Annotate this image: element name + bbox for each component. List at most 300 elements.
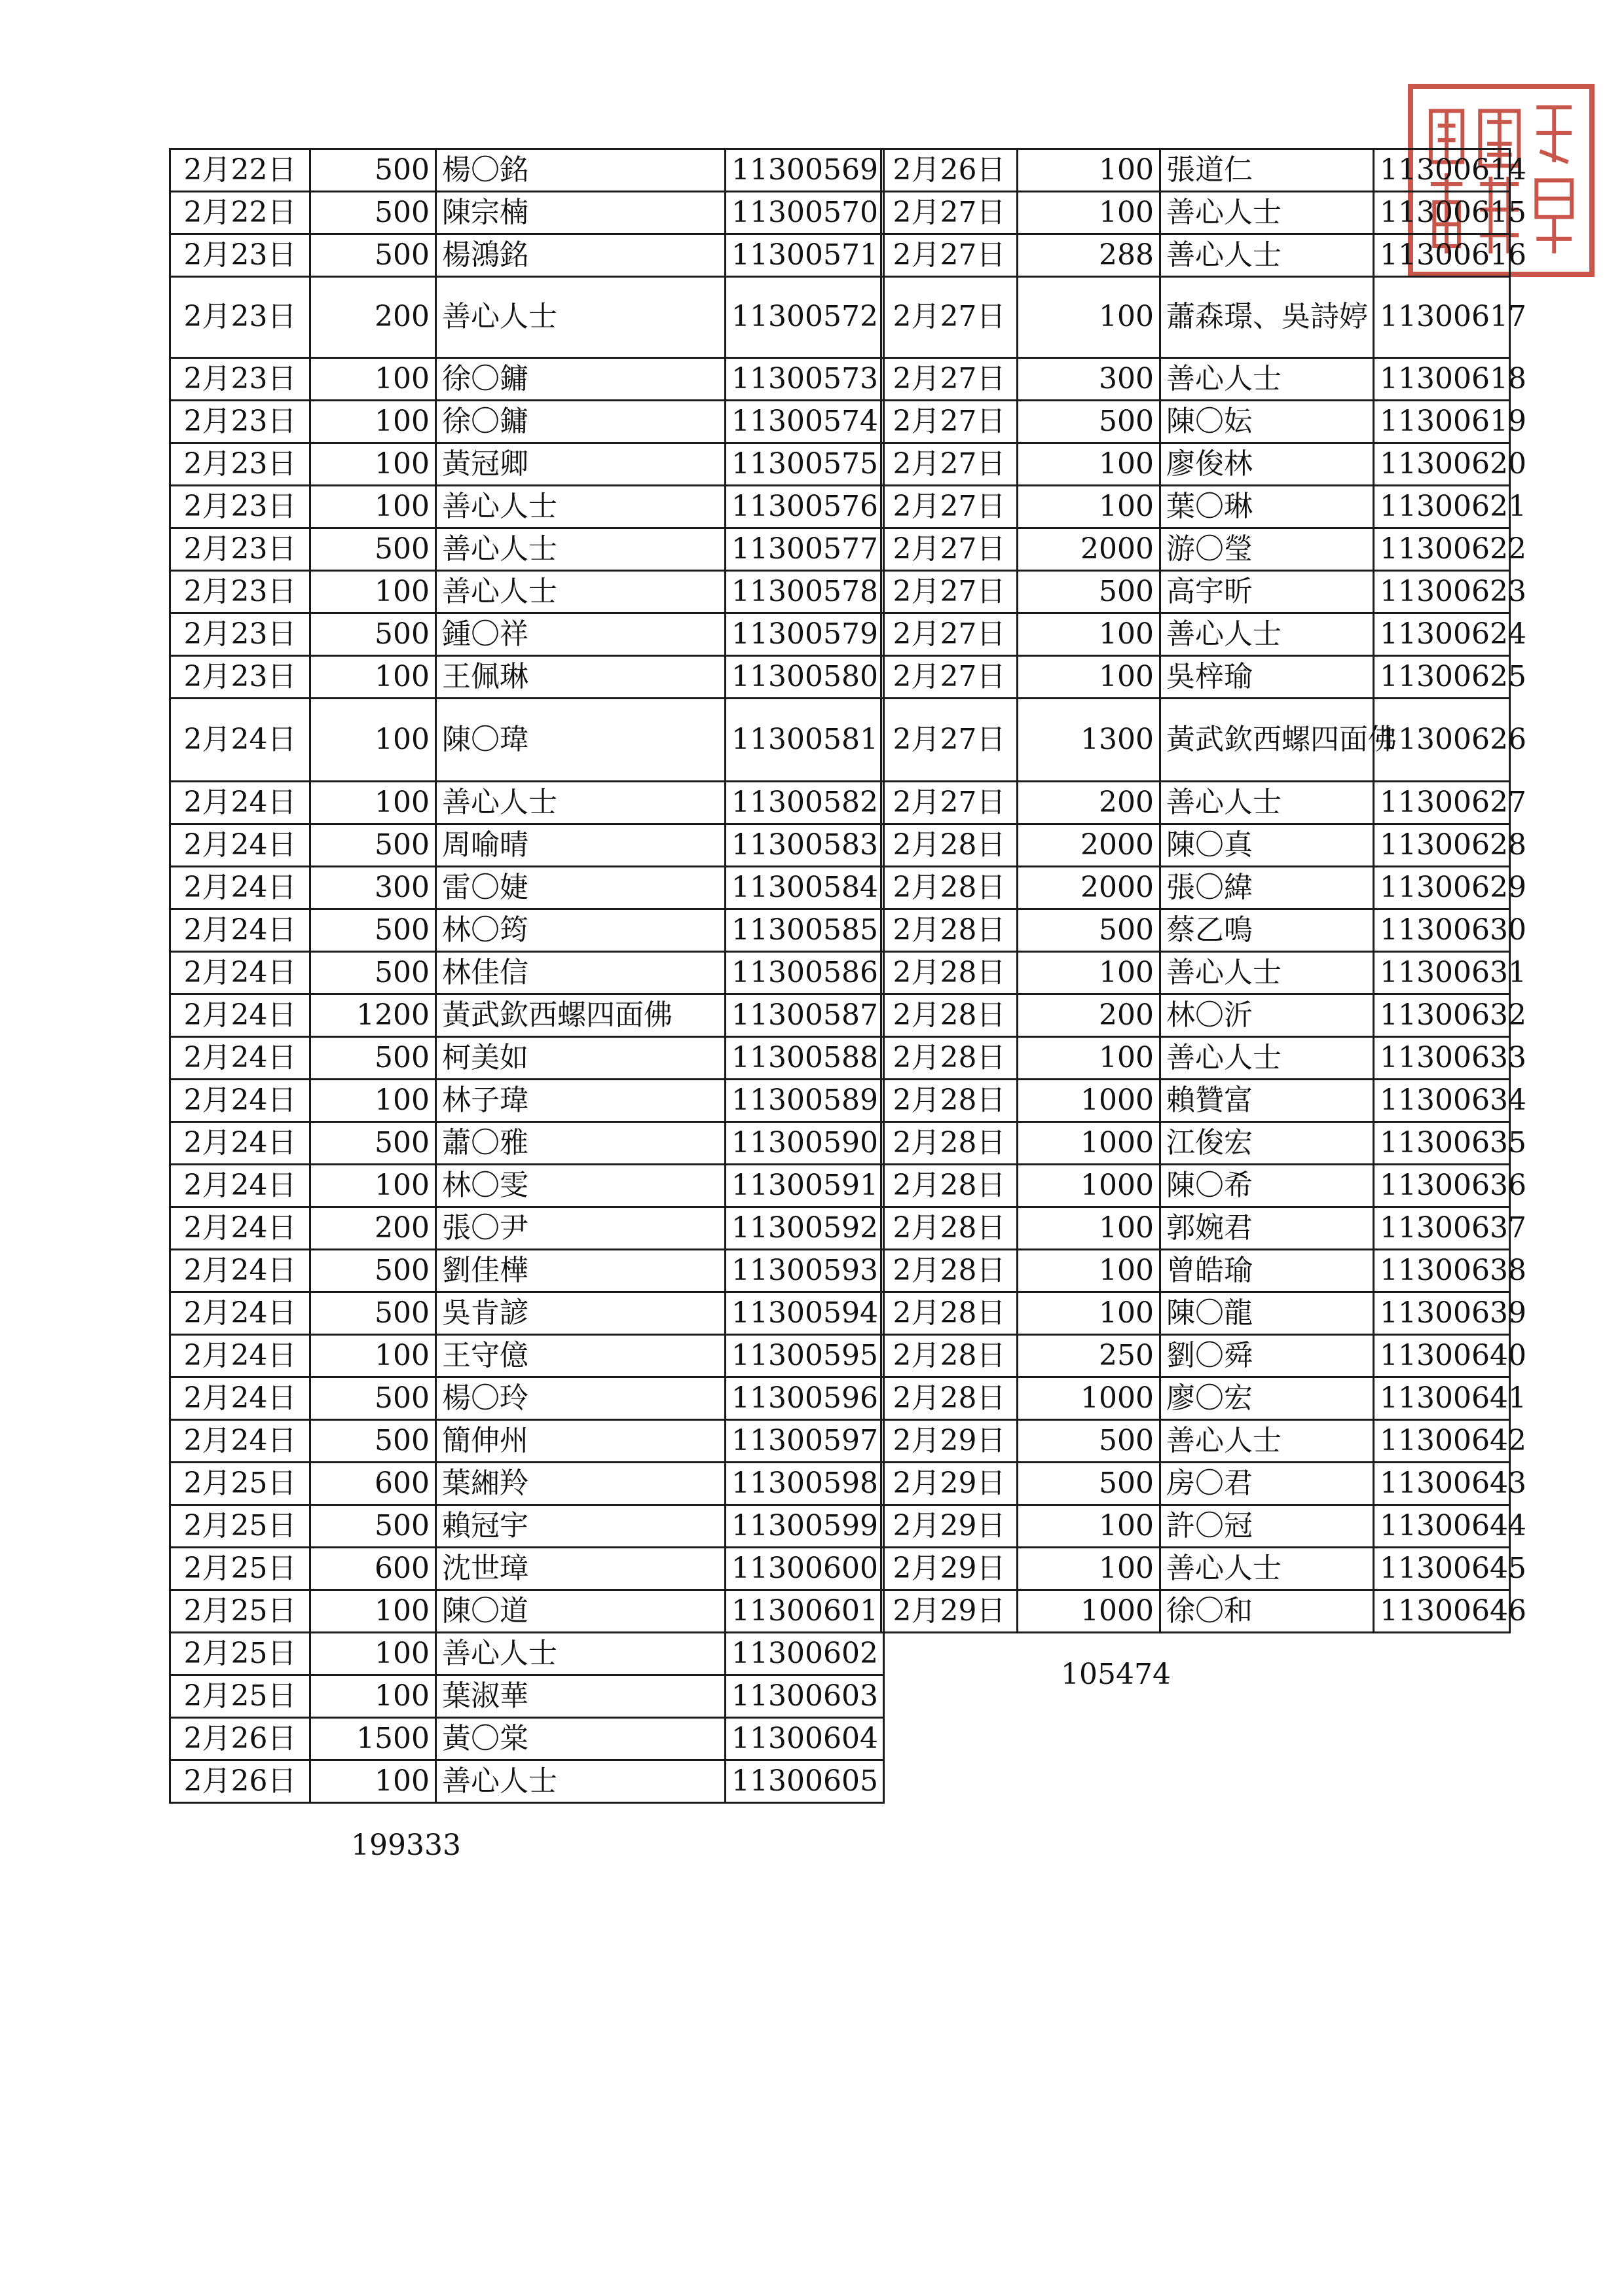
receipt-number: 11300641 — [1374, 1377, 1510, 1420]
table-row — [881, 528, 1510, 571]
donor-name: 林佳信 — [436, 952, 726, 994]
donation-date: 2月24日 — [170, 1037, 310, 1080]
left-donation-table — [169, 148, 885, 1804]
donor-name: 楊〇玲 — [436, 1377, 726, 1420]
donor-name: 徐〇和 — [1160, 1590, 1374, 1633]
table-row — [881, 782, 1510, 824]
donation-amount: 100 — [1018, 656, 1160, 699]
receipt-number: 11300604 — [726, 1718, 884, 1760]
donor-name: 江俊宏 — [1160, 1122, 1374, 1165]
table-row — [170, 699, 884, 782]
table-row — [170, 149, 884, 192]
table-row — [881, 952, 1510, 994]
donation-amount: 200 — [310, 1207, 436, 1250]
donation-amount: 100 — [310, 1165, 436, 1207]
donor-name: 善心人士 — [436, 277, 726, 358]
donation-date: 2月24日 — [170, 1165, 310, 1207]
donor-name: 柯美如 — [436, 1037, 726, 1080]
receipt-number: 11300574 — [726, 401, 884, 443]
donation-date: 2月27日 — [881, 401, 1018, 443]
receipt-number: 11300614 — [1374, 149, 1510, 192]
donation-amount: 300 — [310, 867, 436, 909]
donation-date: 2月25日 — [170, 1505, 310, 1548]
receipt-number: 11300620 — [1374, 443, 1510, 486]
donation-amount: 100 — [310, 486, 436, 528]
donor-name: 陳〇道 — [436, 1590, 726, 1633]
donation-amount: 100 — [310, 699, 436, 782]
donation-date: 2月23日 — [170, 613, 310, 656]
receipt-number: 11300638 — [1374, 1250, 1510, 1292]
receipt-number: 11300640 — [1374, 1335, 1510, 1377]
receipt-number: 11300593 — [726, 1250, 884, 1292]
donation-amount: 100 — [1018, 486, 1160, 528]
table-row — [170, 1760, 884, 1803]
receipt-number: 11300618 — [1374, 358, 1510, 401]
donation-date: 2月27日 — [881, 528, 1018, 571]
receipt-number: 11300643 — [1374, 1463, 1510, 1505]
donor-name: 楊鴻銘 — [436, 234, 726, 277]
donor-name: 善心人士 — [436, 486, 726, 528]
table-row — [881, 994, 1510, 1037]
donation-amount: 100 — [1018, 149, 1160, 192]
donation-date: 2月27日 — [881, 613, 1018, 656]
donor-name: 陳宗楠 — [436, 192, 726, 234]
donation-date: 2月24日 — [170, 1122, 310, 1165]
table-row — [170, 909, 884, 952]
donation-date: 2月25日 — [170, 1463, 310, 1505]
donor-name: 王佩琳 — [436, 656, 726, 699]
donation-date: 2月23日 — [170, 656, 310, 699]
receipt-number: 11300596 — [726, 1377, 884, 1420]
donation-amount: 500 — [1018, 1463, 1160, 1505]
receipt-number: 11300590 — [726, 1122, 884, 1165]
receipt-number: 11300639 — [1374, 1292, 1510, 1335]
donor-name: 蕭〇雅 — [436, 1122, 726, 1165]
donor-name: 善心人士 — [436, 782, 726, 824]
donor-name: 善心人士 — [1160, 192, 1374, 234]
table-row — [881, 1037, 1510, 1080]
table-row — [170, 401, 884, 443]
donor-name: 陳〇希 — [1160, 1165, 1374, 1207]
table-row — [881, 486, 1510, 528]
table-row — [881, 401, 1510, 443]
donation-amount: 2000 — [1018, 528, 1160, 571]
donation-amount: 100 — [310, 1633, 436, 1675]
donation-amount: 100 — [310, 1335, 436, 1377]
donation-amount: 2000 — [1018, 867, 1160, 909]
donor-name: 善心人士 — [1160, 1037, 1374, 1080]
donor-name: 葉淑華 — [436, 1675, 726, 1718]
donation-amount: 1500 — [310, 1718, 436, 1760]
receipt-number: 11300572 — [726, 277, 884, 358]
donation-date: 2月24日 — [170, 994, 310, 1037]
donor-name: 劉〇舜 — [1160, 1335, 1374, 1377]
receipt-number: 11300645 — [1374, 1548, 1510, 1590]
donation-date: 2月24日 — [170, 1080, 310, 1122]
donor-name: 善心人士 — [1160, 952, 1374, 994]
donation-amount: 1000 — [1018, 1080, 1160, 1122]
donation-amount: 100 — [1018, 1037, 1160, 1080]
donation-date: 2月28日 — [881, 909, 1018, 952]
donation-amount: 100 — [310, 1080, 436, 1122]
table-row — [881, 824, 1510, 867]
receipt-number: 11300576 — [726, 486, 884, 528]
table-row — [170, 1675, 884, 1718]
donation-date: 2月29日 — [881, 1420, 1018, 1463]
donation-amount: 200 — [1018, 782, 1160, 824]
donation-date: 2月23日 — [170, 234, 310, 277]
table-row — [170, 952, 884, 994]
donor-name: 林〇雯 — [436, 1165, 726, 1207]
table-row — [881, 1122, 1510, 1165]
receipt-number: 11300577 — [726, 528, 884, 571]
table-row — [881, 443, 1510, 486]
donation-date: 2月28日 — [881, 867, 1018, 909]
donation-amount: 500 — [310, 1292, 436, 1335]
donation-amount: 2000 — [1018, 824, 1160, 867]
donation-date: 2月27日 — [881, 277, 1018, 358]
table-row — [881, 909, 1510, 952]
donor-name: 善心人士 — [1160, 358, 1374, 401]
receipt-number: 11300581 — [726, 699, 884, 782]
donation-amount: 500 — [310, 1420, 436, 1463]
donor-name: 黃武欽西螺四面佛 — [436, 994, 726, 1037]
receipt-number: 11300601 — [726, 1590, 884, 1633]
donation-amount: 100 — [1018, 277, 1160, 358]
receipt-number: 11300595 — [726, 1335, 884, 1377]
donation-amount: 500 — [310, 1377, 436, 1420]
table-row — [881, 1505, 1510, 1548]
donation-date: 2月25日 — [170, 1590, 310, 1633]
table-row — [881, 571, 1510, 613]
donation-date: 2月24日 — [170, 699, 310, 782]
donor-name: 張道仁 — [1160, 149, 1374, 192]
donor-name: 善心人士 — [436, 1633, 726, 1675]
table-row — [170, 571, 884, 613]
table-row — [881, 867, 1510, 909]
right-donation-table — [880, 148, 1526, 1633]
donation-date: 2月28日 — [881, 1080, 1018, 1122]
table-row — [170, 656, 884, 699]
receipt-number: 11300591 — [726, 1165, 884, 1207]
receipt-number: 11300588 — [726, 1037, 884, 1080]
donation-amount: 100 — [1018, 1505, 1160, 1548]
receipt-number: 11300582 — [726, 782, 884, 824]
donor-name: 簡伸州 — [436, 1420, 726, 1463]
table-row — [881, 234, 1510, 277]
receipt-number: 11300594 — [726, 1292, 884, 1335]
receipt-number: 11300603 — [726, 1675, 884, 1718]
table-row — [881, 1377, 1510, 1420]
donation-date: 2月27日 — [881, 234, 1018, 277]
donation-amount: 500 — [310, 613, 436, 656]
table-row — [170, 486, 884, 528]
donor-name: 善心人士 — [436, 571, 726, 613]
table-row — [170, 994, 884, 1037]
donation-date: 2月29日 — [881, 1590, 1018, 1633]
donation-amount: 600 — [310, 1548, 436, 1590]
donation-date: 2月27日 — [881, 358, 1018, 401]
donation-date: 2月27日 — [881, 192, 1018, 234]
receipt-number: 11300619 — [1374, 401, 1510, 443]
donation-date: 2月29日 — [881, 1505, 1018, 1548]
receipt-number: 11300630 — [1374, 909, 1510, 952]
donation-amount: 100 — [1018, 952, 1160, 994]
donation-date: 2月26日 — [170, 1760, 310, 1803]
receipt-number: 11300646 — [1374, 1590, 1510, 1633]
receipt-number: 11300605 — [726, 1760, 884, 1803]
receipt-number: 11300578 — [726, 571, 884, 613]
donation-amount: 500 — [1018, 909, 1160, 952]
donation-amount: 500 — [310, 1505, 436, 1548]
donation-amount: 1000 — [1018, 1122, 1160, 1165]
donation-date: 2月28日 — [881, 1335, 1018, 1377]
donation-date: 2月24日 — [170, 1420, 310, 1463]
donor-name: 賴冠宇 — [436, 1505, 726, 1548]
donation-amount: 100 — [1018, 1207, 1160, 1250]
donation-amount: 500 — [310, 149, 436, 192]
donation-amount: 1000 — [1018, 1377, 1160, 1420]
donation-amount: 500 — [310, 1037, 436, 1080]
donor-name: 葉〇琳 — [1160, 486, 1374, 528]
receipt-number: 11300627 — [1374, 782, 1510, 824]
table-row — [170, 1718, 884, 1760]
receipt-number: 11300580 — [726, 656, 884, 699]
table-row — [170, 528, 884, 571]
receipt-number: 11300597 — [726, 1420, 884, 1463]
donation-amount: 1200 — [310, 994, 436, 1037]
donation-amount: 100 — [1018, 613, 1160, 656]
donation-amount: 1000 — [1018, 1590, 1160, 1633]
table-row — [170, 1037, 884, 1080]
donation-date: 2月23日 — [170, 358, 310, 401]
donation-amount: 500 — [1018, 1420, 1160, 1463]
donation-date: 2月25日 — [170, 1675, 310, 1718]
receipt-number: 11300587 — [726, 994, 884, 1037]
receipt-number: 11300635 — [1374, 1122, 1510, 1165]
table-row — [881, 1590, 1510, 1633]
donation-amount: 500 — [1018, 401, 1160, 443]
donation-amount: 200 — [310, 277, 436, 358]
donor-name: 賴贊富 — [1160, 1080, 1374, 1122]
donation-date: 2月23日 — [170, 401, 310, 443]
donation-date: 2月27日 — [881, 486, 1018, 528]
table-row — [881, 699, 1510, 782]
donor-name: 善心人士 — [436, 528, 726, 571]
receipt-number: 11300583 — [726, 824, 884, 867]
donation-date: 2月23日 — [170, 443, 310, 486]
donation-date: 2月23日 — [170, 486, 310, 528]
donation-date: 2月24日 — [170, 1377, 310, 1420]
table-row — [881, 1548, 1510, 1590]
donor-name: 周喻晴 — [436, 824, 726, 867]
donor-name: 蔡乙鳴 — [1160, 909, 1374, 952]
receipt-number: 11300626 — [1374, 699, 1510, 782]
table-row — [881, 1080, 1510, 1122]
donor-name: 善心人士 — [436, 1760, 726, 1803]
receipt-number: 11300622 — [1374, 528, 1510, 571]
donation-date: 2月28日 — [881, 1292, 1018, 1335]
table-row — [170, 1080, 884, 1122]
left-table-total: 199333 — [351, 1829, 461, 1862]
table-row — [170, 1420, 884, 1463]
table-row — [881, 192, 1510, 234]
table-row — [170, 782, 884, 824]
donor-name: 沈世璋 — [436, 1548, 726, 1590]
receipt-number: 11300600 — [726, 1548, 884, 1590]
receipt-number: 11300584 — [726, 867, 884, 909]
donation-amount: 100 — [1018, 1292, 1160, 1335]
donation-amount: 100 — [310, 401, 436, 443]
donation-date: 2月28日 — [881, 1377, 1018, 1420]
donor-name: 郭婉君 — [1160, 1207, 1374, 1250]
donor-name: 蕭森璟、吳詩婷 — [1160, 277, 1374, 358]
table-row — [170, 824, 884, 867]
receipt-number: 11300579 — [726, 613, 884, 656]
receipt-number: 11300592 — [726, 1207, 884, 1250]
receipt-number: 11300598 — [726, 1463, 884, 1505]
donor-name: 廖俊林 — [1160, 443, 1374, 486]
donation-amount: 500 — [310, 528, 436, 571]
table-row — [881, 1250, 1510, 1292]
donation-date: 2月28日 — [881, 1122, 1018, 1165]
donor-name: 陳〇妘 — [1160, 401, 1374, 443]
table-row — [881, 358, 1510, 401]
donor-name: 房〇君 — [1160, 1463, 1374, 1505]
table-row — [881, 1420, 1510, 1463]
table-row — [170, 1377, 884, 1420]
receipt-number: 11300628 — [1374, 824, 1510, 867]
donation-date: 2月27日 — [881, 571, 1018, 613]
donor-name: 陳〇龍 — [1160, 1292, 1374, 1335]
donor-name: 廖〇宏 — [1160, 1377, 1374, 1420]
donation-date: 2月25日 — [170, 1633, 310, 1675]
donation-amount: 100 — [310, 443, 436, 486]
donor-name: 陳〇真 — [1160, 824, 1374, 867]
receipt-number: 11300615 — [1374, 192, 1510, 234]
donation-amount: 500 — [310, 1250, 436, 1292]
donor-name: 林子瑋 — [436, 1080, 726, 1122]
donation-date: 2月28日 — [881, 1037, 1018, 1080]
donation-date: 2月26日 — [881, 149, 1018, 192]
receipt-number: 11300573 — [726, 358, 884, 401]
donor-name: 林〇筠 — [436, 909, 726, 952]
table-row — [881, 656, 1510, 699]
donation-date: 2月28日 — [881, 994, 1018, 1037]
donation-amount: 500 — [310, 909, 436, 952]
donation-amount: 200 — [1018, 994, 1160, 1037]
donation-date: 2月27日 — [881, 782, 1018, 824]
donation-date: 2月26日 — [170, 1718, 310, 1760]
receipt-number: 11300616 — [1374, 234, 1510, 277]
donation-amount: 288 — [1018, 234, 1160, 277]
donation-amount: 100 — [310, 1760, 436, 1803]
donor-name: 張〇尹 — [436, 1207, 726, 1250]
donation-date: 2月24日 — [170, 909, 310, 952]
donor-name: 善心人士 — [1160, 1420, 1374, 1463]
donor-name: 張〇緯 — [1160, 867, 1374, 909]
donation-amount: 100 — [310, 358, 436, 401]
donation-amount: 500 — [310, 1122, 436, 1165]
donor-name: 善心人士 — [1160, 234, 1374, 277]
receipt-number: 11300634 — [1374, 1080, 1510, 1122]
donation-date: 2月25日 — [170, 1548, 310, 1590]
donation-amount: 600 — [310, 1463, 436, 1505]
donation-amount: 100 — [1018, 1548, 1160, 1590]
receipt-number: 11300585 — [726, 909, 884, 952]
donation-date: 2月27日 — [881, 443, 1018, 486]
donor-name: 鍾〇祥 — [436, 613, 726, 656]
donor-name: 高宇昕 — [1160, 571, 1374, 613]
receipt-number: 11300571 — [726, 234, 884, 277]
table-row — [170, 1122, 884, 1165]
donor-name: 雷〇婕 — [436, 867, 726, 909]
receipt-number: 11300631 — [1374, 952, 1510, 994]
donor-name: 許〇冠 — [1160, 1505, 1374, 1548]
table-row — [170, 443, 884, 486]
donor-name: 黃〇棠 — [436, 1718, 726, 1760]
receipt-number: 11300629 — [1374, 867, 1510, 909]
donation-amount: 500 — [1018, 571, 1160, 613]
table-row — [881, 277, 1510, 358]
donation-date: 2月24日 — [170, 824, 310, 867]
receipt-number: 11300642 — [1374, 1420, 1510, 1463]
receipt-number: 11300569 — [726, 149, 884, 192]
donation-date: 2月24日 — [170, 1292, 310, 1335]
donor-name: 陳〇瑋 — [436, 699, 726, 782]
donor-name: 王守億 — [436, 1335, 726, 1377]
receipt-number: 11300623 — [1374, 571, 1510, 613]
donor-name: 吳肯諺 — [436, 1292, 726, 1335]
donation-date: 2月22日 — [170, 149, 310, 192]
table-row — [170, 358, 884, 401]
receipt-number: 11300624 — [1374, 613, 1510, 656]
donation-amount: 500 — [310, 192, 436, 234]
table-row — [170, 1548, 884, 1590]
table-row — [881, 1292, 1510, 1335]
donation-date: 2月24日 — [170, 782, 310, 824]
donation-date: 2月24日 — [170, 867, 310, 909]
donation-date: 2月24日 — [170, 1335, 310, 1377]
table-row — [170, 1207, 884, 1250]
donation-amount: 100 — [310, 1590, 436, 1633]
table-row — [170, 277, 884, 358]
receipt-number: 11300617 — [1374, 277, 1510, 358]
donation-amount: 300 — [1018, 358, 1160, 401]
donation-date: 2月29日 — [881, 1463, 1018, 1505]
receipt-number: 11300586 — [726, 952, 884, 994]
donation-date: 2月24日 — [170, 1207, 310, 1250]
table-row — [170, 1292, 884, 1335]
donation-amount: 100 — [310, 1675, 436, 1718]
receipt-number: 11300575 — [726, 443, 884, 486]
donation-date: 2月23日 — [170, 571, 310, 613]
donation-date: 2月27日 — [881, 699, 1018, 782]
table-row — [170, 1505, 884, 1548]
donation-amount: 250 — [1018, 1335, 1160, 1377]
receipt-number: 11300636 — [1374, 1165, 1510, 1207]
receipt-number: 11300637 — [1374, 1207, 1510, 1250]
donation-date: 2月28日 — [881, 1207, 1018, 1250]
donation-date: 2月28日 — [881, 1165, 1018, 1207]
donor-name: 葉緗羚 — [436, 1463, 726, 1505]
table-row — [881, 613, 1510, 656]
table-row — [881, 1463, 1510, 1505]
donor-name: 吳梓瑜 — [1160, 656, 1374, 699]
donation-amount: 100 — [310, 656, 436, 699]
donor-name: 曾皓瑜 — [1160, 1250, 1374, 1292]
donation-date: 2月24日 — [170, 952, 310, 994]
